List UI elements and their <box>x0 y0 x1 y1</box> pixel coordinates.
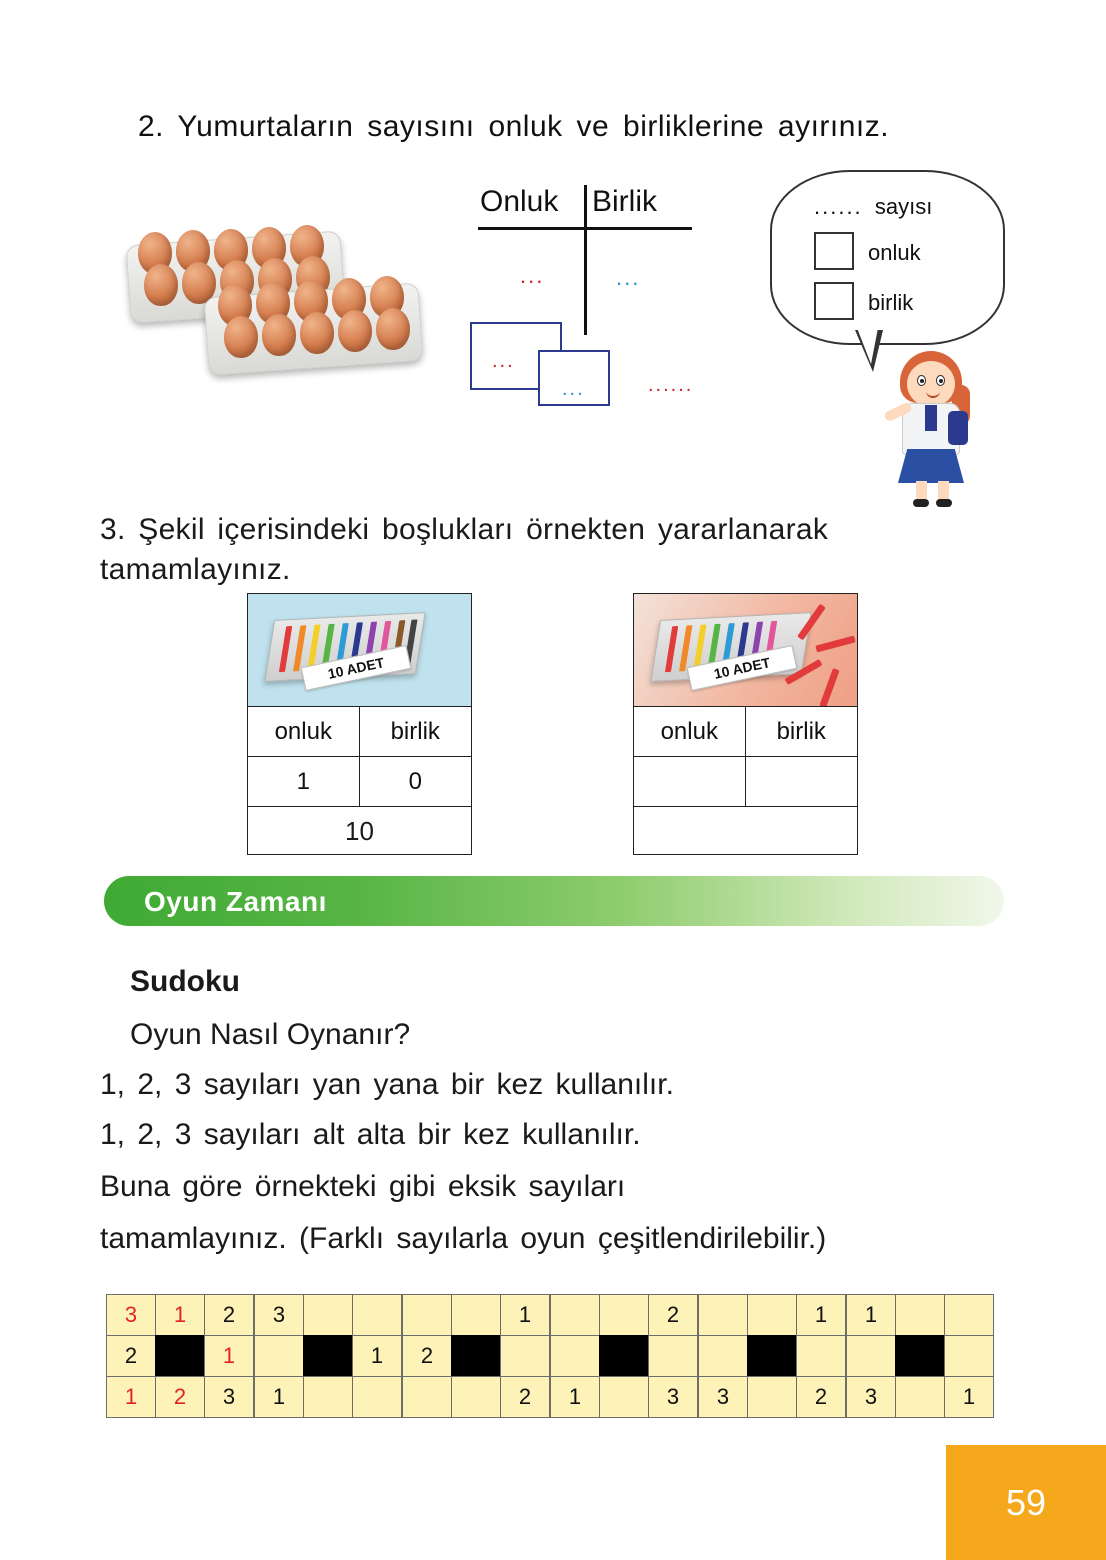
speech-bubble <box>770 170 1005 345</box>
sudoku-cell[interactable] <box>451 1294 501 1336</box>
student-character-illustration <box>880 345 990 505</box>
sudoku-cell[interactable]: 3 <box>648 1376 698 1418</box>
sudoku-cell[interactable]: 1 <box>106 1376 156 1418</box>
answer-box-group <box>470 322 720 432</box>
birlik-dots-blue: ... <box>616 265 641 290</box>
sudoku-cell[interactable] <box>500 1335 550 1377</box>
shoe-right <box>936 499 952 507</box>
sudoku-cell[interactable] <box>254 1335 304 1377</box>
sudoku-cell[interactable]: 1 <box>550 1376 600 1418</box>
question-2-title: 2. Yumurtaların sayısını onluk ve birliklerine ayırınız. <box>138 110 890 143</box>
pencil-box-image-full <box>248 594 471 707</box>
sudoku-cell-blocked <box>451 1335 501 1377</box>
sudoku-cell[interactable] <box>796 1335 846 1377</box>
sudoku-cell-blocked <box>303 1335 353 1377</box>
sudoku-cell[interactable]: 1 <box>204 1335 254 1377</box>
card-value-birlik[interactable]: 0 <box>408 767 422 795</box>
sudoku-cell[interactable] <box>747 1376 797 1418</box>
sudoku-cell[interactable] <box>451 1376 501 1418</box>
sudoku-cell[interactable]: 3 <box>254 1294 304 1336</box>
sudoku-cell[interactable] <box>648 1335 698 1377</box>
egg <box>262 314 296 356</box>
sudoku-cell[interactable]: 2 <box>155 1376 205 1418</box>
card-value-row <box>248 757 471 807</box>
sudoku-cell[interactable] <box>698 1294 748 1336</box>
sudoku-cell[interactable] <box>895 1376 945 1418</box>
pencil-card-example <box>247 593 472 855</box>
pencil-box-image-scattered <box>634 594 857 707</box>
card-header-onluk: onluk <box>634 707 746 756</box>
table-vertical-rule <box>584 185 587 335</box>
sudoku-cell[interactable]: 1 <box>500 1294 550 1336</box>
card-header-row <box>634 707 857 757</box>
sudoku-cell[interactable] <box>846 1335 896 1377</box>
card-value-onluk[interactable] <box>634 757 746 806</box>
sudoku-cell-blocked <box>599 1335 649 1377</box>
card-header-row <box>248 707 471 757</box>
egg-cartons-image <box>118 230 448 360</box>
egg <box>300 312 334 354</box>
pencil-count-ribbon: 10 ADET <box>301 645 412 691</box>
sudoku-grid-container <box>106 1294 1006 1422</box>
onluk-dots-red: ... <box>520 263 545 288</box>
bubble-count-line <box>814 194 932 220</box>
sudoku-cell[interactable]: 2 <box>500 1376 550 1418</box>
sudoku-cell[interactable] <box>698 1335 748 1377</box>
sudoku-cell[interactable] <box>303 1376 353 1418</box>
backpack <box>948 411 968 445</box>
card-total-value[interactable] <box>634 807 857 856</box>
sudoku-cell[interactable] <box>303 1294 353 1336</box>
sudoku-cell[interactable]: 2 <box>796 1376 846 1418</box>
card-value-row <box>634 757 857 807</box>
question-3-title: 3. Şekil içerisindeki boşlukları örnekten yararlanarak tamamlayınız. <box>100 513 829 586</box>
birlik-header: Birlik <box>592 185 657 218</box>
shoe-left <box>913 499 929 507</box>
skirt <box>898 449 964 483</box>
sudoku-cell[interactable]: 1 <box>155 1294 205 1336</box>
onluk-header: Onluk <box>480 185 559 218</box>
sudoku-cell[interactable] <box>402 1376 452 1418</box>
sudoku-grid <box>402 1294 554 1422</box>
card-header-birlik: birlik <box>390 717 440 745</box>
sudoku-cell[interactable] <box>352 1294 402 1336</box>
speech-bubble-tail-inner <box>857 328 878 364</box>
sudoku-grid <box>254 1294 406 1422</box>
sudoku-cell[interactable]: 1 <box>846 1294 896 1336</box>
sudoku-cell[interactable] <box>599 1376 649 1418</box>
sudoku-cell[interactable]: 3 <box>846 1376 896 1418</box>
sudoku-cell-blocked <box>895 1335 945 1377</box>
total-dots-red: ...... <box>648 374 694 396</box>
sudoku-cell[interactable] <box>599 1294 649 1336</box>
sudoku-cell[interactable]: 1 <box>254 1376 304 1418</box>
egg <box>376 308 410 350</box>
sudoku-grid <box>550 1294 702 1422</box>
sudoku-heading: Sudoku <box>130 965 240 998</box>
card-header-onluk: onluk <box>248 707 360 756</box>
bubble-count-dots: ...... <box>814 194 863 219</box>
sudoku-cell[interactable]: 3 <box>204 1376 254 1418</box>
sudoku-rule-1: 1, 2, 3 sayıları yan yana bir kez kullanılır. <box>100 1068 674 1101</box>
sudoku-cell[interactable]: 2 <box>402 1335 452 1377</box>
egg <box>224 316 258 358</box>
sudoku-grid <box>698 1294 850 1422</box>
sudoku-cell[interactable]: 3 <box>106 1294 156 1336</box>
pupil-left <box>920 379 924 383</box>
face <box>907 361 955 407</box>
sudoku-cell[interactable]: 1 <box>796 1294 846 1336</box>
sudoku-cell[interactable] <box>550 1294 600 1336</box>
sudoku-rule-3: Buna göre örnekteki gibi eksik sayıları <box>100 1170 626 1203</box>
card-value-birlik[interactable] <box>746 757 858 806</box>
sudoku-grid <box>846 1294 998 1422</box>
sudoku-cell[interactable] <box>402 1294 452 1336</box>
sudoku-cell[interactable]: 2 <box>204 1294 254 1336</box>
card-total-row <box>248 807 471 856</box>
answer-box-dots-blue: ... <box>562 378 585 400</box>
sudoku-question: Oyun Nasıl Oynanır? <box>130 1018 411 1051</box>
sudoku-cell[interactable] <box>944 1294 994 1336</box>
page-number: 59 <box>946 1445 1106 1560</box>
egg <box>144 264 178 306</box>
egg <box>338 310 372 352</box>
bubble-onluk-label: onluk <box>868 240 921 265</box>
bubble-birlik-label: birlik <box>868 290 914 315</box>
sudoku-cell[interactable]: 3 <box>698 1376 748 1418</box>
pencil-count-ribbon: 10 ADET <box>687 645 798 691</box>
sudoku-rule-2: 1, 2, 3 sayıları alt alta bir kez kullanılır. <box>100 1118 641 1151</box>
sudoku-cell[interactable]: 1 <box>944 1376 994 1418</box>
sudoku-cell[interactable] <box>895 1294 945 1336</box>
necktie <box>925 405 937 431</box>
bubble-onluk-box[interactable] <box>814 232 854 270</box>
answer-box-dots-red: ... <box>492 350 515 372</box>
card-header-birlik: birlik <box>776 717 826 745</box>
bubble-birlik-box[interactable] <box>814 282 854 320</box>
sudoku-rule-4: tamamlayınız. (Farklı sayılarla oyun çeşitlendirilebilir.) <box>100 1222 827 1255</box>
card-total-row <box>634 807 857 856</box>
sudoku-cell[interactable]: 2 <box>106 1335 156 1377</box>
sudoku-cell[interactable] <box>747 1294 797 1336</box>
sudoku-cell[interactable] <box>352 1376 402 1418</box>
pupil-right <box>939 379 943 383</box>
pencil-card-exercise <box>633 593 858 855</box>
sudoku-grid <box>106 1294 258 1422</box>
flying-pencil <box>819 668 839 707</box>
sudoku-cell[interactable] <box>550 1335 600 1377</box>
oyun-zamani-banner <box>104 876 1004 926</box>
sudoku-cell[interactable]: 1 <box>352 1335 402 1377</box>
bubble-count-label: sayısı <box>874 194 933 219</box>
flying-pencil <box>815 635 855 652</box>
card-value-onluk[interactable]: 1 <box>248 757 360 806</box>
sudoku-cell[interactable] <box>944 1335 994 1377</box>
sudoku-cell-blocked <box>747 1335 797 1377</box>
sudoku-cell-blocked <box>155 1335 205 1377</box>
banner-label: Oyun Zamanı <box>144 886 327 917</box>
sudoku-cell[interactable]: 2 <box>648 1294 698 1336</box>
card-total-value[interactable]: 10 <box>345 816 374 846</box>
